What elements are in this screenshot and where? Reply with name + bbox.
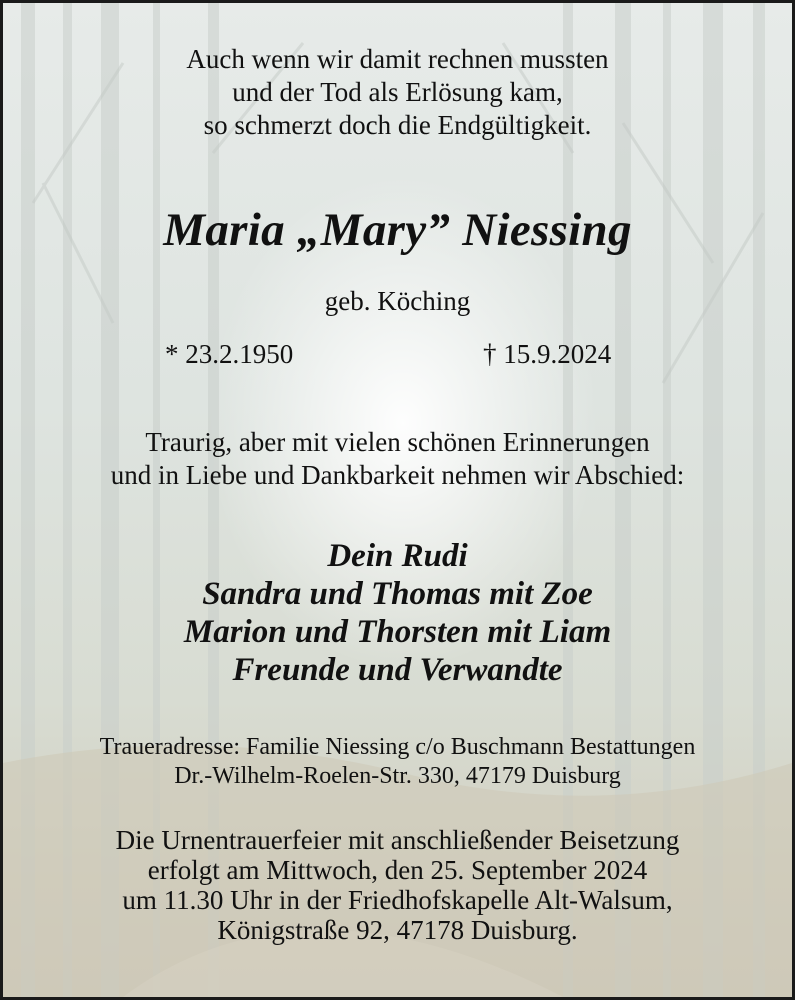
maiden-name: geb. Köching [324,286,471,316]
mourner-2: Sandra und Thomas mit Zoe [202,576,593,612]
verse-line-1: Auch wenn wir damit rechnen mussten [186,44,609,74]
ceremony-line-2: erfolgt am Mittwoch, den 25. September 2024 [147,855,648,885]
ceremony-line-1: Die Urnentrauerfeier mit anschließender Beisetzung [115,825,680,855]
verse-line-3: so schmerzt doch die Endgültigkeit. [203,110,592,140]
ceremony-line-4: Königstraße 92, 47178 Duisburg. [217,915,578,945]
death-date: † 15.9.2024 [483,339,612,369]
obituary-content [3,3,792,997]
mourner-1: Dein Rudi [327,538,468,574]
mourner-3: Marion und Thorsten mit Liam [183,614,612,650]
farewell-line-2: und in Liebe und Dankbarkeit nehmen wir Abschied: [110,460,685,490]
ceremony-line-3: um 11.30 Uhr in der Friedhofskapelle Alt-Walsum, [122,885,673,915]
address-line-1: Traueradresse: Familie Niessing c/o Buschmann Bestattungen [99,734,696,760]
address-line-2: Dr.-Wilhelm-Roelen-Str. 330, 47179 Duisburg [174,763,621,789]
mourner-4: Freunde und Verwandte [232,652,563,688]
birth-date: * 23.2.1950 [165,339,294,369]
verse-line-2: und der Tod als Erlösung kam, [232,77,563,107]
farewell-line-1: Traurig, aber mit vielen schönen Erinnerungen [145,427,650,457]
deceased-name: Maria „Mary” Niessing [163,204,632,256]
